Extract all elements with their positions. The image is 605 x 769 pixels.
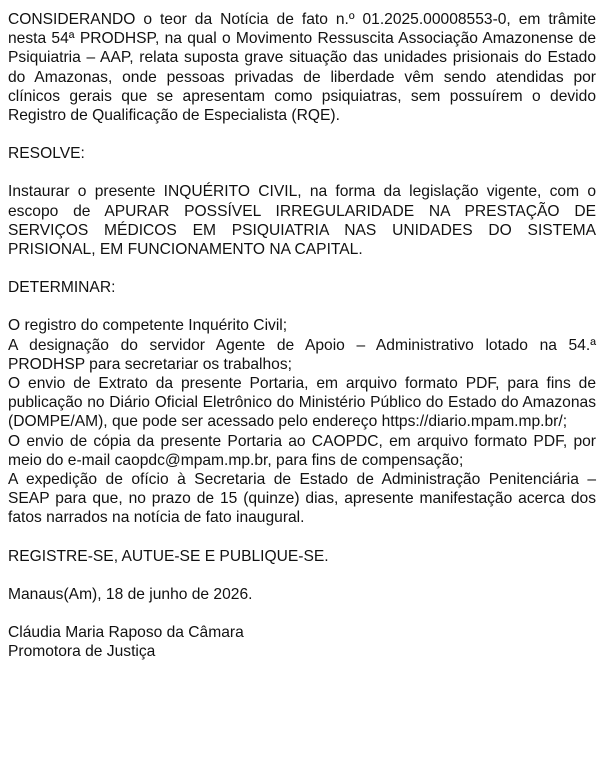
spacer: [8, 297, 596, 316]
determinar-item-registro: O registro do competente Inquérito Civil;: [8, 317, 288, 335]
resolve-paragraph: Instaurar o presente INQUÉRITO CIVIL, na forma da legislação vigente, com o escopo de APURAR POSSÍVEL IRREGULARIDADE NA PRESTAÇÃO DE SERVIÇOS MÉDICOS EM PSIQUIATRIA NAS UNIDADES DO SISTEMA PRISIONAL, EM FUNCIONAMENTO NA CAPITAL.: [8, 183, 596, 259]
considerando-paragraph: CONSIDERANDO o teor da Notícia de fato n.º 01.2025.00008553-0, em trâmite nesta 54ª PRODHSP, na qual o Movimento Ressuscita Associação Amazonense de Psiquiatria – AAP, relata suposta grave situação das unidades prisionais do Estado do Amazonas, onde pessoas privadas de liberdade vêm sendo atendidas por clínicos gerais que se apresentam como psiquiatras, sem possuírem o devido Registro de Qualificação de Especialista (RQE).: [8, 11, 596, 125]
signer-title: Promotora de Justiça: [8, 643, 156, 661]
spacer: [8, 163, 596, 182]
determinar-item-copia: O envio de cópia da presente Portaria ao CAOPDC, em arquivo formato PDF, por meio do e-mail caopdc@mpam.mp.br, para fins de compensação;: [8, 432, 596, 469]
spacer: [8, 259, 596, 278]
document-page: [8, 10, 596, 661]
spacer: [8, 566, 596, 585]
determinar-list: [8, 316, 596, 527]
resolve-heading: RESOLVE:: [8, 145, 85, 163]
signer-name: Cláudia Maria Raposo da Câmara: [8, 624, 244, 642]
spacer: [8, 528, 596, 547]
determinar-heading: DETERMINAR:: [8, 279, 116, 297]
determinar-item-oficio: A expedição de ofício à Secretaria de Estado de Administração Penitenciária – SEAP para que, no prazo de 15 (quinze) dias, apresente manifestação acerca dos fatos narrados na notícia de fato inaugural.: [8, 471, 596, 527]
place-date: Manaus(Am), 18 de junho de 2026.: [8, 585, 253, 603]
spacer: [8, 125, 596, 144]
closing-statement: REGISTRE-SE, AUTUE-SE E PUBLIQUE-SE.: [8, 547, 329, 565]
determinar-item-designacao: A designação do servidor Agente de Apoio – Administrativo lotado na 54.ª PRODHSP para secretariar os trabalhos;: [8, 336, 596, 373]
spacer: [8, 604, 596, 623]
determinar-item-extrato: O envio de Extrato da presente Portaria, em arquivo formato PDF, para fins de publicação no Diário Oficial Eletrônico do Ministério Público do Estado do Amazonas (DOMPE/AM), que pode ser acessado pelo endereço https://diario.mpam.mp.br/;: [8, 375, 596, 431]
